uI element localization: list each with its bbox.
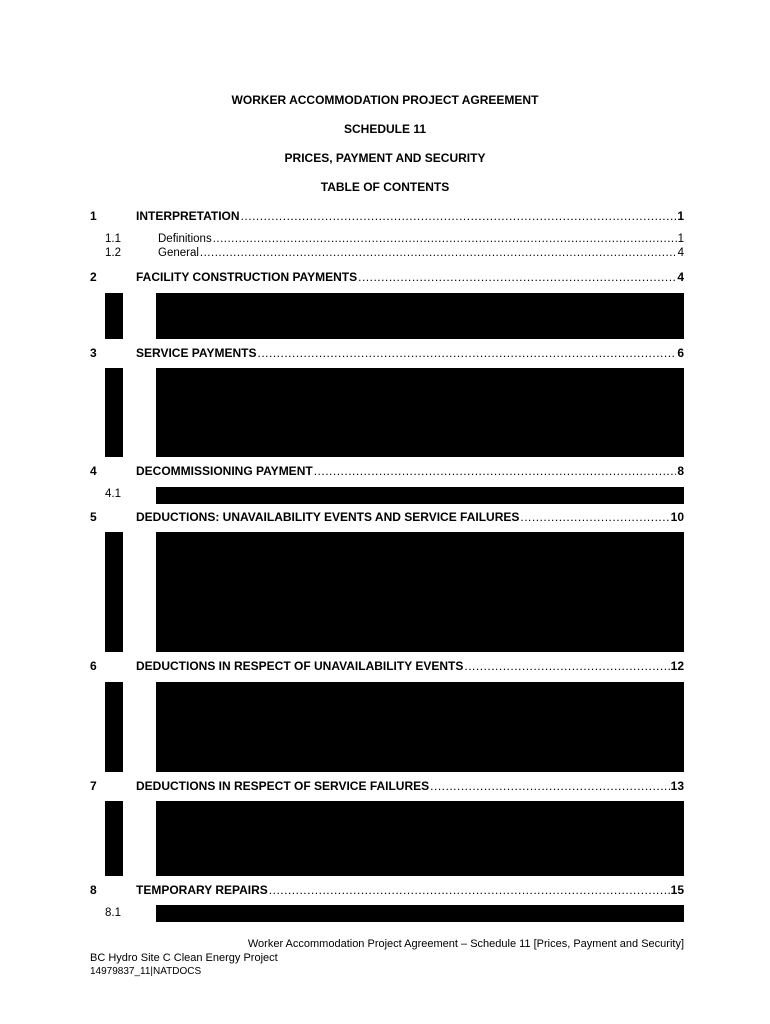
section-number: 6 bbox=[90, 659, 97, 673]
dot-leader bbox=[430, 779, 669, 793]
section-number: 7 bbox=[90, 779, 97, 793]
toc-page-number: 4 bbox=[677, 270, 684, 284]
toc-entry-facility-construction-payments[interactable] bbox=[136, 270, 684, 284]
toc-entry-interpretation[interactable] bbox=[136, 209, 684, 223]
redaction-block bbox=[105, 293, 123, 339]
toc-entry-service-payments[interactable] bbox=[136, 346, 684, 360]
redaction-block bbox=[156, 532, 684, 652]
toc-page-number: 8 bbox=[677, 464, 684, 478]
footer-agreement: Worker Accommodation Project Agreement – Schedule 11 [Prices, Payment and Security] bbox=[247, 938, 684, 950]
dot-leader bbox=[213, 233, 677, 245]
redaction-block bbox=[156, 487, 684, 504]
redaction-block bbox=[156, 368, 684, 457]
redaction-block bbox=[105, 682, 123, 772]
toc-entry-title: DEDUCTIONS IN RESPECT OF SERVICE FAILURES bbox=[136, 779, 430, 793]
toc-page-number: 12 bbox=[670, 659, 684, 673]
toc-page-number: 1 bbox=[677, 209, 684, 223]
schedule-subtitle: PRICES, PAYMENT AND SECURITY bbox=[284, 151, 486, 165]
toc-entry-title: FACILITY CONSTRUCTION PAYMENTS bbox=[136, 270, 358, 284]
section-number: 3 bbox=[90, 346, 97, 360]
subsection-number: 8.1 bbox=[105, 907, 121, 919]
redaction-block bbox=[156, 905, 684, 922]
section-number: 2 bbox=[90, 270, 97, 284]
toc-page-number: 15 bbox=[670, 883, 684, 897]
section-number: 8 bbox=[90, 883, 97, 897]
section-number: 4 bbox=[90, 464, 97, 478]
dot-leader bbox=[257, 346, 676, 360]
section-number: 5 bbox=[90, 510, 97, 524]
toc-entry-title: DEDUCTIONS: UNAVAILABILITY EVENTS AND SERVICE FAILURES bbox=[136, 510, 520, 524]
dot-leader bbox=[314, 464, 677, 478]
dot-leader bbox=[464, 659, 669, 673]
toc-entry-general[interactable] bbox=[158, 247, 684, 259]
document-title: WORKER ACCOMMODATION PROJECT AGREEMENT bbox=[231, 93, 539, 107]
toc-entry-title: TEMPORARY REPAIRS bbox=[136, 883, 268, 897]
redaction-block bbox=[105, 532, 123, 652]
redaction-block bbox=[156, 682, 684, 772]
toc-entry-title: INTERPRETATION bbox=[136, 209, 240, 223]
toc-entry-title: SERVICE PAYMENTS bbox=[136, 346, 257, 360]
toc-entry-decommissioning-payment[interactable] bbox=[136, 464, 684, 478]
toc-entry-deductions-unavailability-events[interactable] bbox=[136, 659, 684, 673]
subsection-number: 1.1 bbox=[105, 233, 121, 245]
dot-leader bbox=[520, 510, 669, 524]
schedule-number: SCHEDULE 11 bbox=[343, 122, 427, 136]
subsection-number: 1.2 bbox=[105, 247, 121, 259]
toc-heading: TABLE OF CONTENTS bbox=[320, 180, 450, 194]
dot-leader bbox=[269, 883, 670, 897]
subsection-number: 4.1 bbox=[105, 488, 121, 500]
redaction-block bbox=[105, 801, 123, 876]
dot-leader bbox=[200, 247, 677, 259]
section-number: 1 bbox=[90, 209, 97, 223]
dot-leader bbox=[241, 209, 677, 223]
toc-entry-definitions[interactable] bbox=[158, 233, 684, 245]
toc-entry-title: General bbox=[158, 247, 199, 259]
redaction-block bbox=[156, 801, 684, 876]
toc-page-number: 10 bbox=[670, 510, 684, 524]
toc-page-number: 13 bbox=[670, 779, 684, 793]
toc-entry-title: Definitions bbox=[158, 233, 212, 245]
toc-entry-title: DEDUCTIONS IN RESPECT OF UNAVAILABILITY EVENTS bbox=[136, 659, 464, 673]
toc-entry-title: DECOMMISSIONING PAYMENT bbox=[136, 464, 313, 478]
toc-page-number: 6 bbox=[677, 346, 684, 360]
toc-entry-deductions-service-failures[interactable] bbox=[136, 779, 684, 793]
dot-leader bbox=[358, 270, 676, 284]
redaction-block bbox=[105, 368, 123, 457]
redaction-block bbox=[156, 293, 684, 339]
toc-page-number: 1 bbox=[677, 233, 684, 245]
toc-page-number: 4 bbox=[677, 247, 684, 259]
footer-docref: 14979837_11|NATDOCS bbox=[90, 966, 202, 977]
footer-project: BC Hydro Site C Clean Energy Project bbox=[90, 952, 278, 964]
toc-entry-temporary-repairs[interactable] bbox=[136, 883, 684, 897]
toc-entry-deductions-unavailability-service-failures[interactable] bbox=[136, 510, 684, 524]
